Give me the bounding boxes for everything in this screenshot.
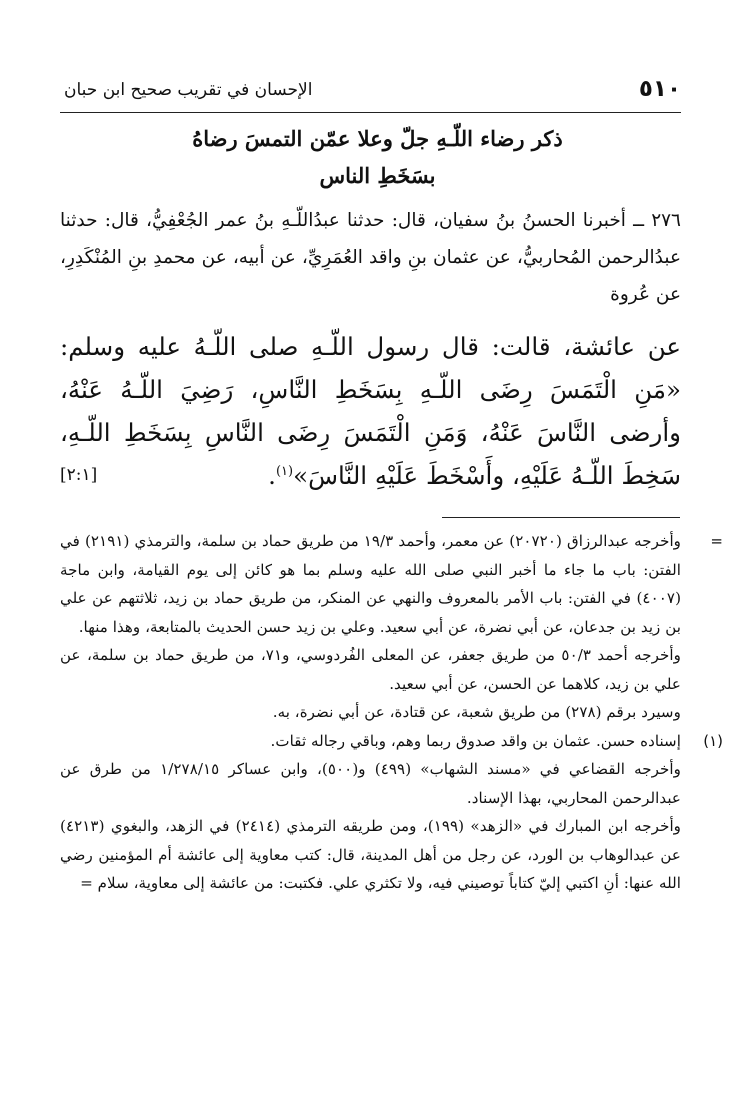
footnotes-section	[60, 527, 723, 898]
footnote-1-mark: (١)	[703, 731, 723, 750]
hadith-isnad	[60, 202, 681, 313]
footnote-1-line-2: وأخرجه القضاعي في «مسند الشهاب» (٤٩٩) و(٥٠٠)، وابن عساكر ١/٢٧٨/١٥ من طرق عن عبدالرحمن المحاربي، بهذا الإسناد.	[60, 760, 681, 807]
footnote-1-line-3: وأخرجه ابن المبارك في «الزهد» (١٩٩)، ومن طريقه الترمذي (٢٤١٤) في الزهد، والبغوي (٤٢١٣) عن عبدالوهاب بن الورد، عن رجل من أهل المدينة، قال: كتب معاوية إلى عائشة أم المؤمنين رضي الله عنها: أنِ اكتبي إليّ كتاباً توصيني فيه، ولا تكثري علي. فكتبت: من عائشة إلى معاوية، سلام =	[60, 817, 682, 892]
continuation-mark: =	[710, 532, 723, 550]
footnote-paragraph-2: وأخرجه أحمد ٥٠/٣ من طريق جعفر، عن المعلى الفُردوسي، و٧١، من طريق حماد بن سلمة، عن علي بن زيد، كلاهما عن الحسن، عن أبي سعيد.	[60, 646, 681, 693]
page-number: ٥١٠	[638, 76, 681, 102]
footnote-reference: (١)	[275, 463, 294, 479]
chapter-title-line-1: ذكر رضاء اللّـهِ جلّ وعلا عمّن التمسَ رضاهُ	[192, 126, 563, 151]
running-title: الإحسان في تقريب صحيح ابن حبان	[64, 80, 313, 100]
footnote-1	[60, 727, 723, 756]
footnote-1-line-1: إسناده حسن. عثمان بن واقد صدوق ربما وهم، وباقي رجاله ثقات.	[270, 731, 681, 750]
footnote-continuation-text: وأخرجه عبدالرزاق (٢٠٧٢٠) عن معمر، وأحمد ١٩/٣ من طريق حماد بن سلمة، والترمذي (٢١٩١) في الفتن: باب ما جاء ما أخبر النبي صلى الله عليه وسلم بما هو كائن إلى يوم القيامة، وابن ماجة (٤٠٠٧) في الفتن: باب الأمر بالمعروف والنهي عن المنكر، من طريق حماد بن زيد، ثلاثتهم عن علي بن زيد بن جدعان، عن أبي نضرة، عن أبي سعيد. وعلي بن زيد حسن الحديث بالمتابعة، وهذا منها.	[60, 532, 682, 636]
chapter-title	[100, 120, 655, 194]
footnote-divider	[442, 517, 680, 518]
matn-paragraph: عن عائشة، قالت: قال رسول اللّـهِ صلى اللّـهُ عليه وسلم: «مَنِ الْتَمَسَ رِضَى اللّـهِ بِسَخَطِ النَّاسِ، رَضِيَ اللّـهُ عَنْهُ، وأرضى النَّاسَ عَنْهُ، وَمَنِ الْتَمَسَ رِضَى النَّاسِ بِسَخَطِ اللّـهِ، سَخِطَ اللّـهُ عَلَيْهِ، وأَسْخَطَ عَلَيْهِ النَّاسَ»$^{(١)}$. [٢:١]	[60, 325, 681, 497]
footnote-continuation	[60, 527, 723, 641]
hadith-matn	[60, 325, 681, 497]
chapter-title-line-2: بسَخَطِ الناس	[319, 163, 436, 188]
matn-text: عن عائشة، قالت: قال رسول اللّـهِ صلى اللّـهُ عليه وسلم: «مَنِ الْتَمَسَ رِضَى اللّـهِ بِسَخَطِ النَّاسِ، رَضِيَ اللّـهُ عَنْهُ، وأرضى النَّاسَ عَنْهُ، وَمَنِ الْتَمَسَ رِضَى النَّاسِ بِسَخَطِ اللّـهِ، سَخِطَ اللّـهُ عَلَيْهِ، وأَسْخَطَ عَلَيْهِ النَّاسَ»	[60, 332, 681, 490]
isnad-text: ٢٧٦ ــ أخبرنا الحسنُ بنُ سفيان، قال: حدثنا عبدُاللّـهِ بنُ عمر الجُعْفِيُّ، قال: حدثنا عبدُالرحمن المُحاربيُّ، عن عثمان بنِ واقد العُمَرِيِّ، عن أبيه، عن محمدِ بنِ المُنْكَدِرِ، عن عُروة	[60, 210, 681, 305]
footnote-paragraph-3: وسيرد برقم (٢٧٨) من طريق شعبة، عن قتادة، عن أبي نضرة، به.	[272, 703, 681, 721]
hadith-grade: [٢:١]	[60, 465, 98, 485]
page-header	[60, 74, 681, 113]
